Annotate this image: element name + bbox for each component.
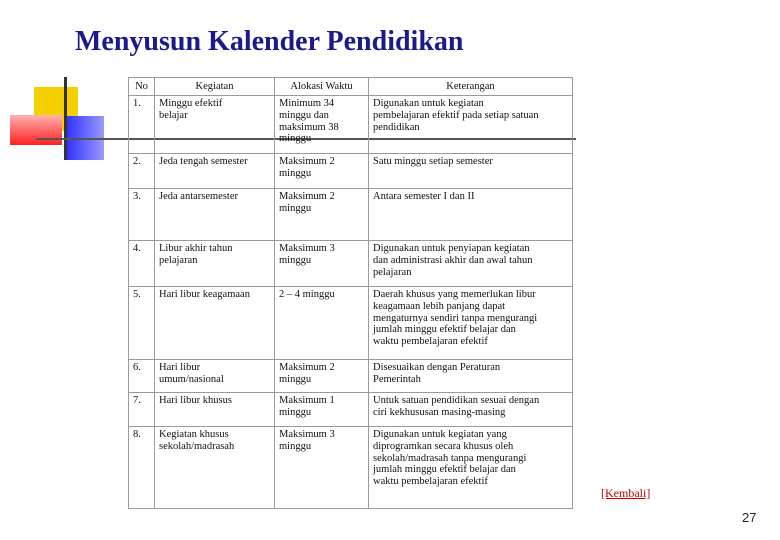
- table-row: [129, 189, 573, 241]
- cell-kegiatan: Hari libur keagamaan: [155, 287, 275, 360]
- header-kegiatan: Kegiatan: [155, 78, 275, 96]
- table-row: [129, 96, 573, 154]
- table-header-row: [129, 78, 573, 96]
- cell-no: 5.: [129, 287, 155, 360]
- table-row: [129, 241, 573, 287]
- cell-no: 6.: [129, 360, 155, 393]
- cell-no: 7.: [129, 393, 155, 427]
- calendar-activity-table: [128, 77, 573, 509]
- cell-alokasi-waktu: Maksimum 2 minggu: [275, 189, 369, 241]
- cell-kegiatan: Kegiatan khusus sekolah/madrasah: [155, 427, 275, 509]
- cell-no: 3.: [129, 189, 155, 241]
- cell-kegiatan: Hari libur umum/nasional: [155, 360, 275, 393]
- cell-keterangan: Digunakan untuk penyiapan kegiatan dan administrasi akhir dan awal tahun pelajaran: [369, 241, 573, 287]
- table-row: [129, 427, 573, 509]
- cell-no: 1.: [129, 96, 155, 154]
- cell-alokasi-waktu: Minimum 34 minggu dan maksimum 38 minggu: [275, 96, 369, 154]
- table-row: [129, 360, 573, 393]
- cell-keterangan: Digunakan untuk kegiatan yang diprogramkan secara khusus oleh sekolah/madrasah tanpa mengurangi jumlah minggu efektif belajar dan waktu pembelajaran efektif: [369, 427, 573, 509]
- decorative-red-bar: [10, 115, 62, 145]
- cell-kegiatan: Hari libur khusus: [155, 393, 275, 427]
- decorative-vertical-line: [64, 77, 67, 160]
- header-keterangan: Keterangan: [369, 78, 573, 96]
- header-alokasi-waktu: Alokasi Waktu: [275, 78, 369, 96]
- table-row: [129, 154, 573, 189]
- cell-kegiatan: Minggu efektif belajar: [155, 96, 275, 154]
- table-row: [129, 393, 573, 427]
- cell-kegiatan: Libur akhir tahun pelajaran: [155, 241, 275, 287]
- cell-keterangan: Satu minggu setiap semester: [369, 154, 573, 189]
- cell-kegiatan: Jeda antarsemester: [155, 189, 275, 241]
- cell-no: 4.: [129, 241, 155, 287]
- page-title: Menyusun Kalender Pendidikan: [75, 26, 464, 57]
- cell-alokasi-waktu: Maksimum 2 minggu: [275, 154, 369, 189]
- cell-alokasi-waktu: Maksimum 3 minggu: [275, 427, 369, 509]
- cell-keterangan: Antara semester I dan II: [369, 189, 573, 241]
- cell-keterangan: Untuk satuan pendidikan sesuai dengan ciri kekhususan masing-masing: [369, 393, 573, 427]
- header-no: No: [129, 78, 155, 96]
- cell-keterangan: Digunakan untuk kegiatan pembelajaran efektif pada setiap satuan pendidikan: [369, 96, 573, 154]
- cell-alokasi-waktu: Maksimum 3 minggu: [275, 241, 369, 287]
- page-number: 27: [742, 510, 757, 525]
- cell-no: 2.: [129, 154, 155, 189]
- cell-kegiatan: Jeda tengah semester: [155, 154, 275, 189]
- back-link[interactable]: [Kembali]: [601, 486, 651, 500]
- cell-alokasi-waktu: Maksimum 1 minggu: [275, 393, 369, 427]
- cell-keterangan: Disesuaikan dengan Peraturan Pemerintah: [369, 360, 573, 393]
- cell-alokasi-waktu: 2 – 4 minggu: [275, 287, 369, 360]
- cell-keterangan: Daerah khusus yang memerlukan libur keagamaan lebih panjang dapat mengaturnya sendiri tanpa mengurangi jumlah minggu efektif belajar dan waktu pembelajaran efektif: [369, 287, 573, 360]
- cell-no: 8.: [129, 427, 155, 509]
- cell-alokasi-waktu: Maksimum 2 minggu: [275, 360, 369, 393]
- table-row: [129, 287, 573, 360]
